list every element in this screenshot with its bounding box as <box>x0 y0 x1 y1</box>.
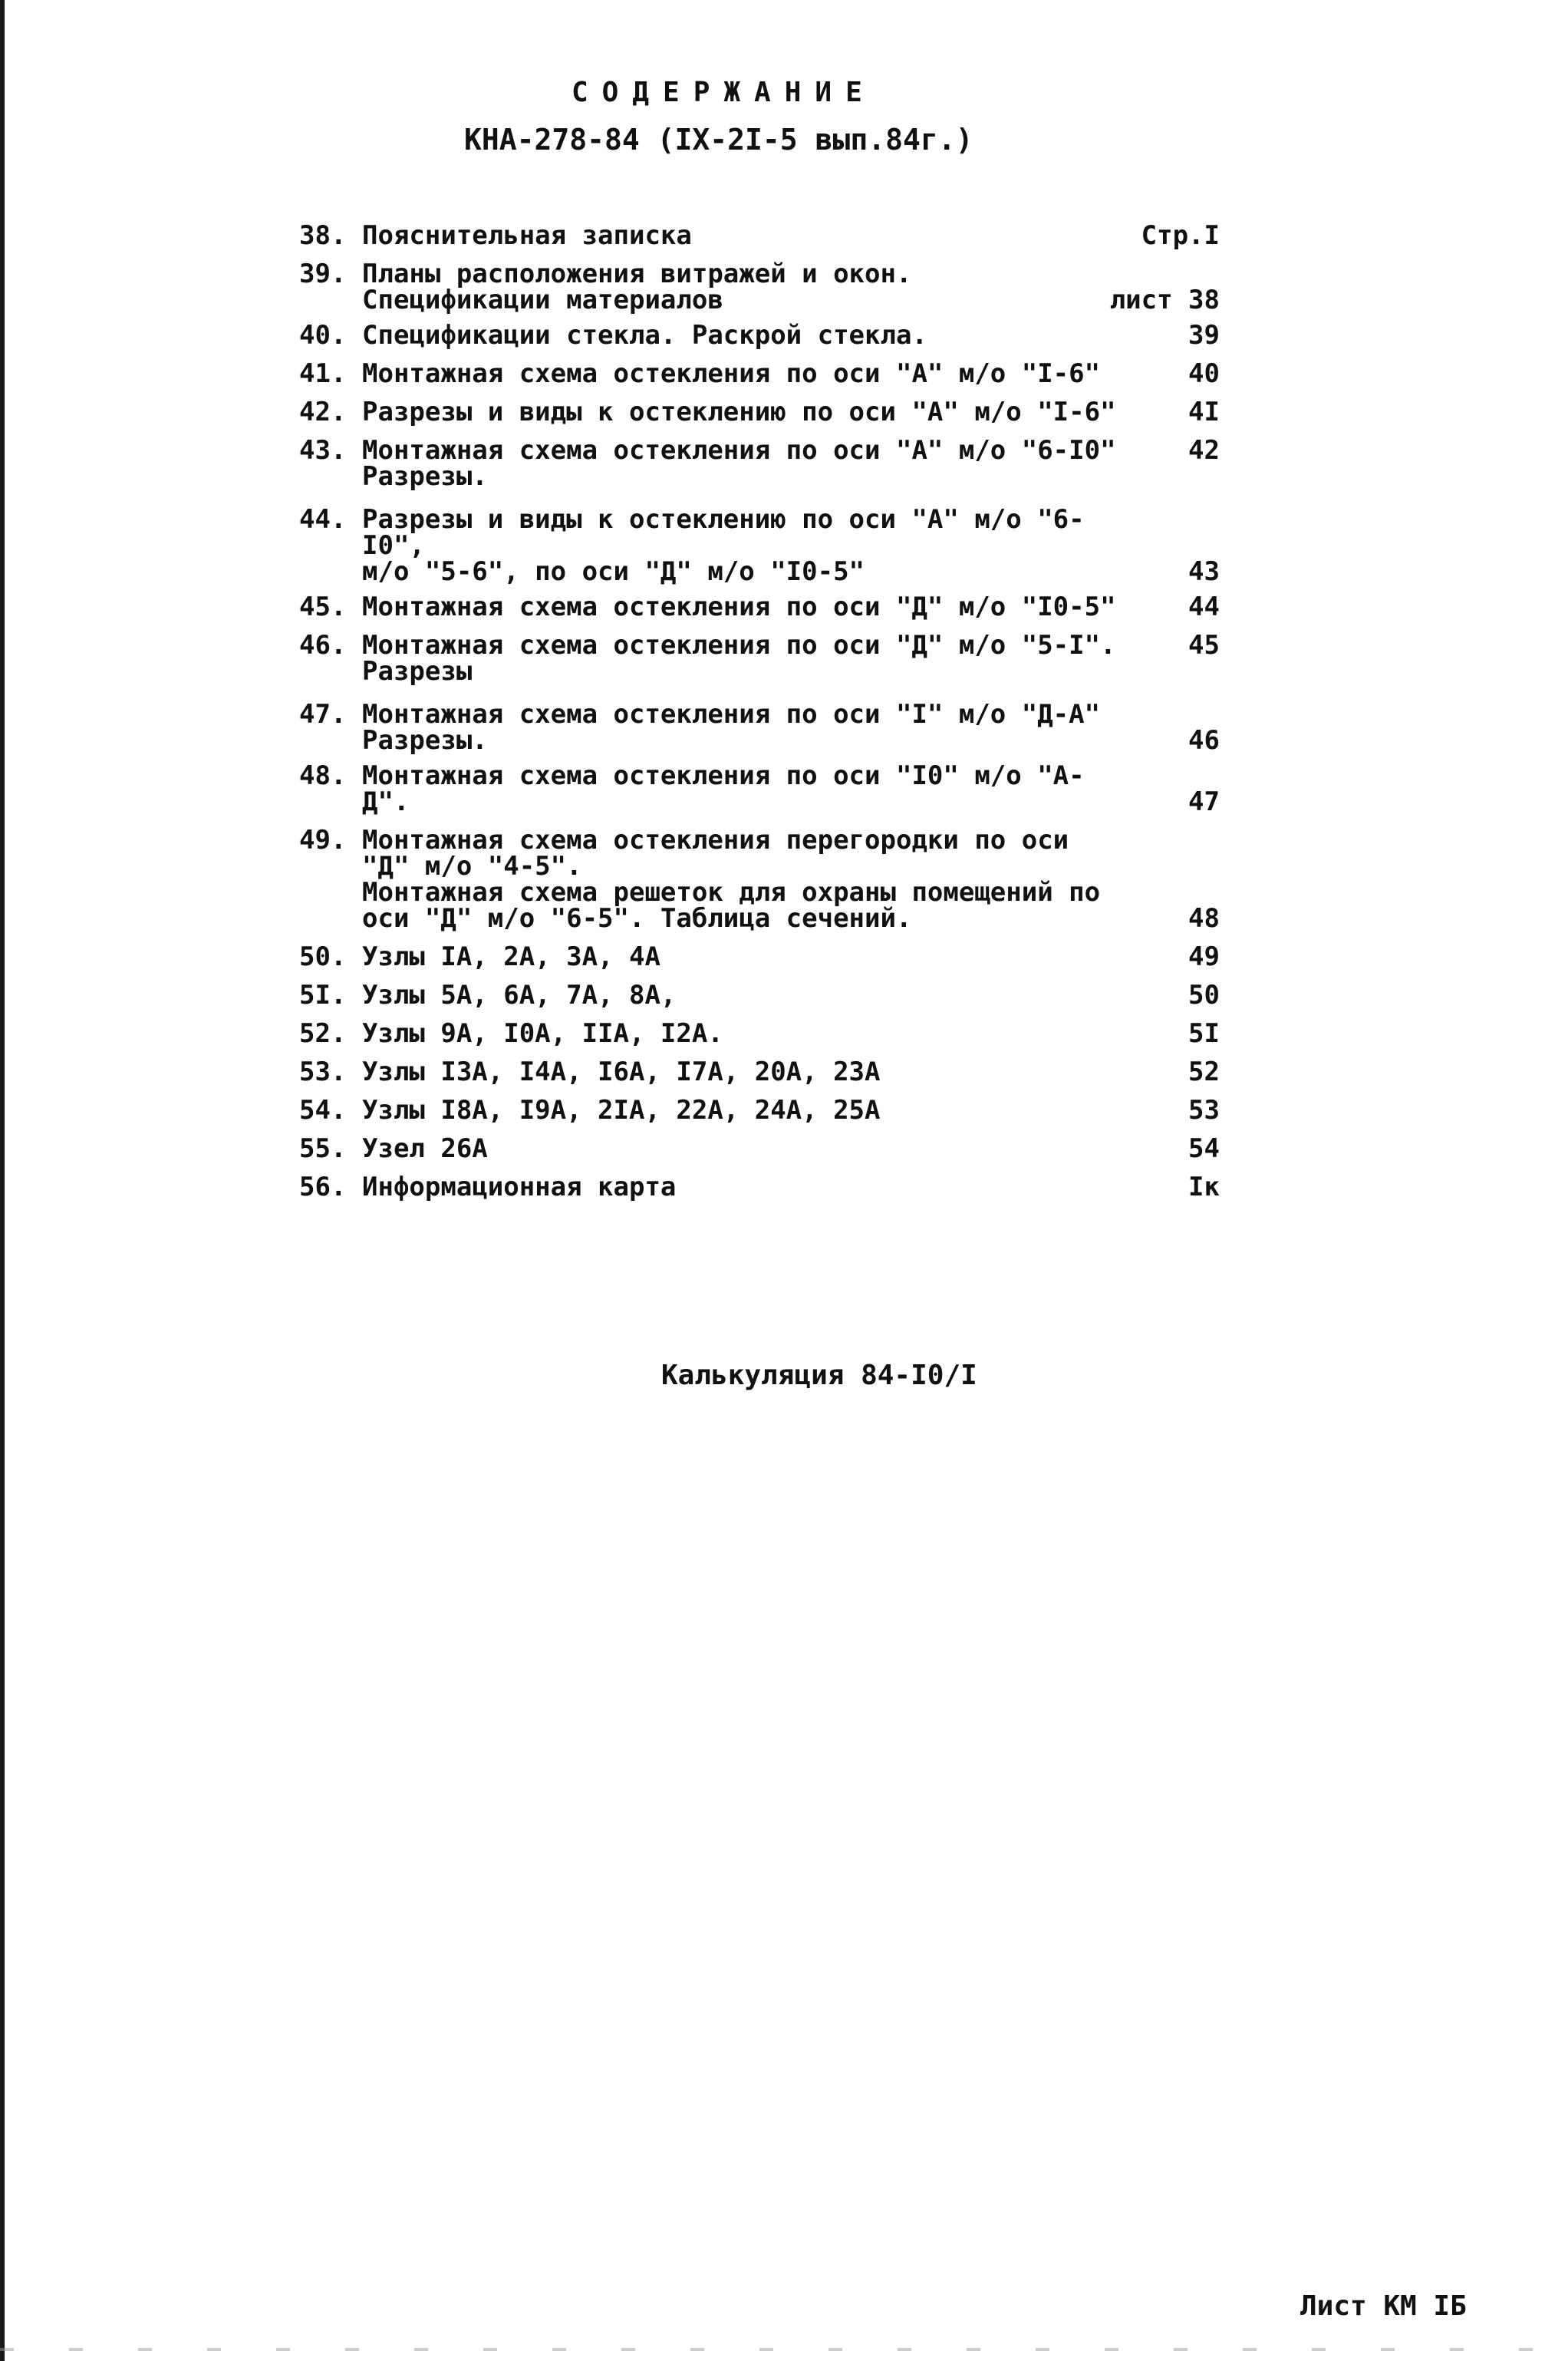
toc-item <box>299 760 1220 817</box>
toc-item <box>299 437 1220 490</box>
toc-item-number: 39. <box>299 259 347 289</box>
toc-item <box>299 399 1220 425</box>
toc-item-page: 40 <box>1188 358 1220 389</box>
toc-item-text: Монтажная схема остекления по оси "I" м/о "Д-А" Разрезы. <box>362 699 1101 756</box>
scan-artifact-line <box>0 2348 1568 2351</box>
toc-item-text: Пояснительная записка <box>362 220 692 251</box>
toc-item <box>299 1133 1220 1164</box>
toc-item-number: 42. <box>299 397 347 427</box>
toc-item <box>299 980 1220 1011</box>
toc-item-number: 40. <box>299 320 347 351</box>
toc-item-text: Монтажная схема остекления по оси "I0" м/о "А-Д". <box>362 760 1085 817</box>
toc-item-page: Стр.I <box>1141 220 1220 251</box>
toc-item <box>299 320 1220 351</box>
toc-item <box>299 1174 1220 1200</box>
toc-item-number: 38. <box>299 220 347 251</box>
toc-item-number: 50. <box>299 941 347 972</box>
toc-item-page: 5I <box>1188 1018 1220 1049</box>
toc-item-number: 5I. <box>299 980 347 1011</box>
toc-item-number: 41. <box>299 358 347 389</box>
document-code: КНА-278-84 (IX-2I-5 вып.84г.) <box>464 123 973 157</box>
toc-item-page: 44 <box>1188 592 1220 622</box>
toc-item-page: Iк <box>1188 1172 1220 1202</box>
toc-item-number: 47. <box>299 699 347 730</box>
toc-item-text: Узел 26А <box>362 1133 488 1164</box>
sheet-label: Лист КМ IБ <box>1300 2290 1467 2322</box>
toc-item-text: Монтажная схема остекления по оси "Д" м/о "5-I". Разрезы <box>362 630 1116 687</box>
toc-item-number: 52. <box>299 1018 347 1049</box>
toc-item-page: 39 <box>1188 320 1220 351</box>
toc-item <box>299 594 1220 620</box>
toc-item-page: 53 <box>1188 1095 1220 1126</box>
toc-item-number: 48. <box>299 760 347 791</box>
toc-item-text: Спецификации стекла. Раскрой стекла. <box>362 320 927 351</box>
toc-item-text: Разрезы и виды к остеклению по оси "А" м/о "6-I0", м/о "5-6", по оси "Д" м/о "I0-5" <box>362 504 1085 587</box>
toc-item <box>299 699 1220 756</box>
toc-item-page: 54 <box>1188 1133 1220 1164</box>
toc-item-page: 43 <box>1188 556 1220 587</box>
toc-item-page: 4I <box>1188 397 1220 427</box>
toc-item-text: Узлы IА, 2А, 3А, 4А <box>362 941 660 972</box>
calculation-reference: Калькуляция 84-I0/I <box>661 1360 977 1391</box>
toc-item-page: 47 <box>1188 786 1220 817</box>
toc-item-page: 49 <box>1188 941 1220 972</box>
toc-item-number: 49. <box>299 825 347 856</box>
document-title: СОДЕРЖАНИЕ <box>572 77 876 108</box>
toc-item-text: Информационная карта <box>362 1172 677 1202</box>
toc-item-page: 50 <box>1188 980 1220 1011</box>
toc-item-page: 48 <box>1188 903 1220 934</box>
table-of-contents <box>299 220 1220 1212</box>
toc-item-page: лист 38 <box>1109 285 1220 315</box>
toc-item-text: Узлы I8А, I9А, 2IА, 22А, 24А, 25А <box>362 1095 881 1126</box>
toc-item <box>299 220 1220 251</box>
toc-item-text: Монтажная схема остекления по оси "А" м/о "6-I0" Разрезы. <box>362 435 1116 492</box>
toc-item-page: 52 <box>1188 1057 1220 1087</box>
toc-item <box>299 630 1220 687</box>
toc-item <box>299 1059 1220 1085</box>
toc-item-page: 42 <box>1188 435 1220 466</box>
toc-item-text: Монтажная схема остекления по оси "А" м/о "I-6" <box>362 358 1101 389</box>
toc-item-page: 46 <box>1188 725 1220 756</box>
toc-item <box>299 941 1220 972</box>
toc-item-number: 54. <box>299 1095 347 1126</box>
toc-item-text: Разрезы и виды к остеклению по оси "А" м/о "I-6" <box>362 397 1116 427</box>
toc-item-number: 45. <box>299 592 347 622</box>
toc-item-number: 46. <box>299 630 347 661</box>
toc-item-number: 56. <box>299 1172 347 1202</box>
toc-item-text: Узлы I3А, I4А, I6А, I7А, 20А, 23А <box>362 1057 881 1087</box>
toc-item-text: Узлы 9А, I0А, IIА, I2А. <box>362 1018 723 1049</box>
page-left-border <box>0 0 5 2361</box>
toc-item-number: 43. <box>299 435 347 466</box>
toc-item <box>299 1095 1220 1126</box>
toc-item-number: 53. <box>299 1057 347 1087</box>
toc-item <box>299 261 1220 313</box>
toc-item-number: 55. <box>299 1133 347 1164</box>
toc-item <box>299 506 1220 585</box>
toc-item-page: 45 <box>1188 630 1220 661</box>
toc-item <box>299 1018 1220 1049</box>
toc-item <box>299 827 1220 932</box>
toc-item-text: Монтажная схема остекления по оси "Д" м/о "I0-5" <box>362 592 1116 622</box>
toc-item-text: Монтажная схема остекления перегородки по оси "Д" м/о "4-5". Монтажная схема решеток для охраны помещений по оси "Д" м/о "6-5". Таблица сечений. <box>362 825 1101 934</box>
toc-item-text: Узлы 5А, 6А, 7А, 8А, <box>362 980 677 1011</box>
toc-item <box>299 358 1220 389</box>
toc-item-number: 44. <box>299 504 347 535</box>
toc-item-text: Планы расположения витражей и окон. Спецификации материалов <box>362 259 912 315</box>
